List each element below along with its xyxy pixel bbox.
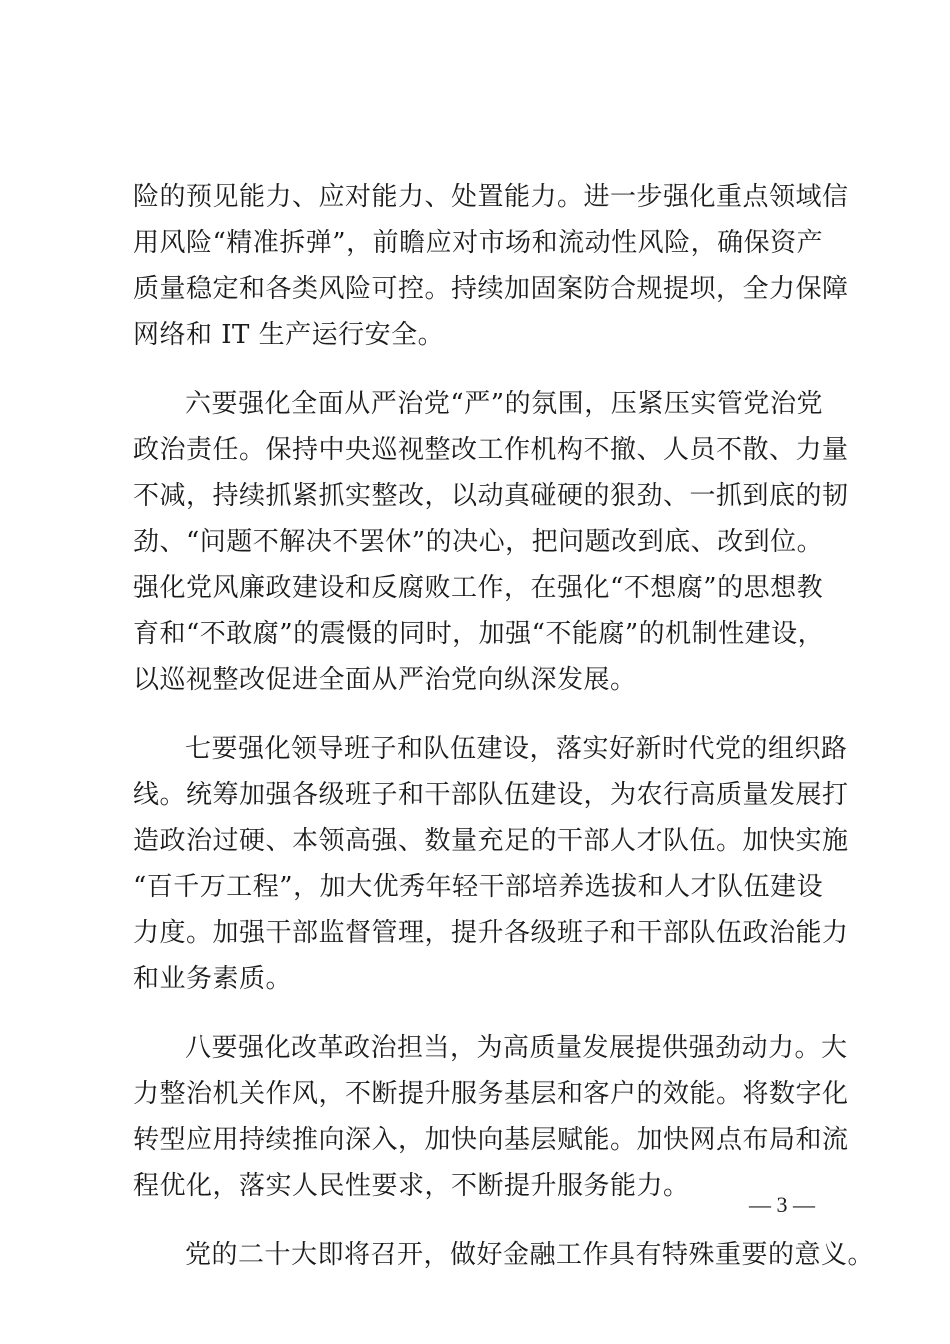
text-line: 质量稳定和各类风险可控。持续加固案防合规提坝，全力保障 [133, 274, 849, 304]
text-line: 力整治机关作风，不断提升服务基层和客户的效能。将数字化 [133, 1079, 849, 1109]
text-line: 六要强化全面从严治党“严”的氛围，压紧压实管党治党 [185, 389, 823, 419]
paragraph-risk-control [133, 174, 849, 358]
text-line: 七要强化领导班子和队伍建设，落实好新时代党的组织路 [185, 734, 848, 764]
text-line: 以巡视整改促进全面从严治党向纵深发展。 [133, 665, 637, 695]
text-line: 用风险“精准拆弹”，前瞻应对市场和流动性风险，确保资产 [133, 228, 824, 258]
text-line: 育和“不敢腐”的震慑的同时，加强“不能腐”的机制性建设， [133, 619, 825, 649]
text-line: 程优化，落实人民性要求，不断提升服务能力。 [133, 1171, 690, 1201]
page-number: — 3 — [749, 1192, 815, 1217]
paragraph-eight [133, 1025, 849, 1209]
paragraph-closing [133, 1232, 875, 1278]
text-line: 线。统筹加强各级班子和干部队伍建设，为农行高质量发展打 [133, 780, 849, 810]
text-line: 不减，持续抓紧抓实整改，以动真碰硬的狠劲、一抓到底的韧 [133, 481, 849, 511]
document-body [133, 174, 875, 1278]
paragraph-seven [133, 726, 849, 1002]
text-line: 政治责任。保持中央巡视整改工作机构不撤、人员不散、力量 [133, 435, 849, 465]
text-line: 八要强化改革政治担当，为高质量发展提供强劲动力。大 [185, 1033, 848, 1063]
paragraph-six [133, 381, 849, 703]
text-line: 网络和 IT 生产运行安全。 [133, 320, 445, 350]
text-line: 力度。加强干部监督管理，提升各级班子和干部队伍政治能力 [133, 918, 849, 948]
text-line: 转型应用持续推向深入，加快向基层赋能。加快网点布局和流 [133, 1125, 849, 1155]
text-line: 造政治过硬、本领高强、数量充足的干部人才队伍。加快实施 [133, 826, 849, 856]
text-line: 和业务素质。 [133, 964, 293, 994]
text-line: 险的预见能力、应对能力、处置能力。进一步强化重点领域信 [133, 182, 849, 212]
text-line: “百千万工程”，加大优秀年轻干部培养选拔和人才队伍建设 [133, 872, 824, 902]
text-line: 劲、“问题不解决不罢休”的决心，把问题改到底、改到位。 [133, 527, 824, 557]
text-line: 党的二十大即将召开，做好金融工作具有特殊重要的意义。 [185, 1240, 875, 1270]
text-line: 强化党风廉政建设和反腐败工作，在强化“不想腐”的思想教 [133, 573, 824, 603]
